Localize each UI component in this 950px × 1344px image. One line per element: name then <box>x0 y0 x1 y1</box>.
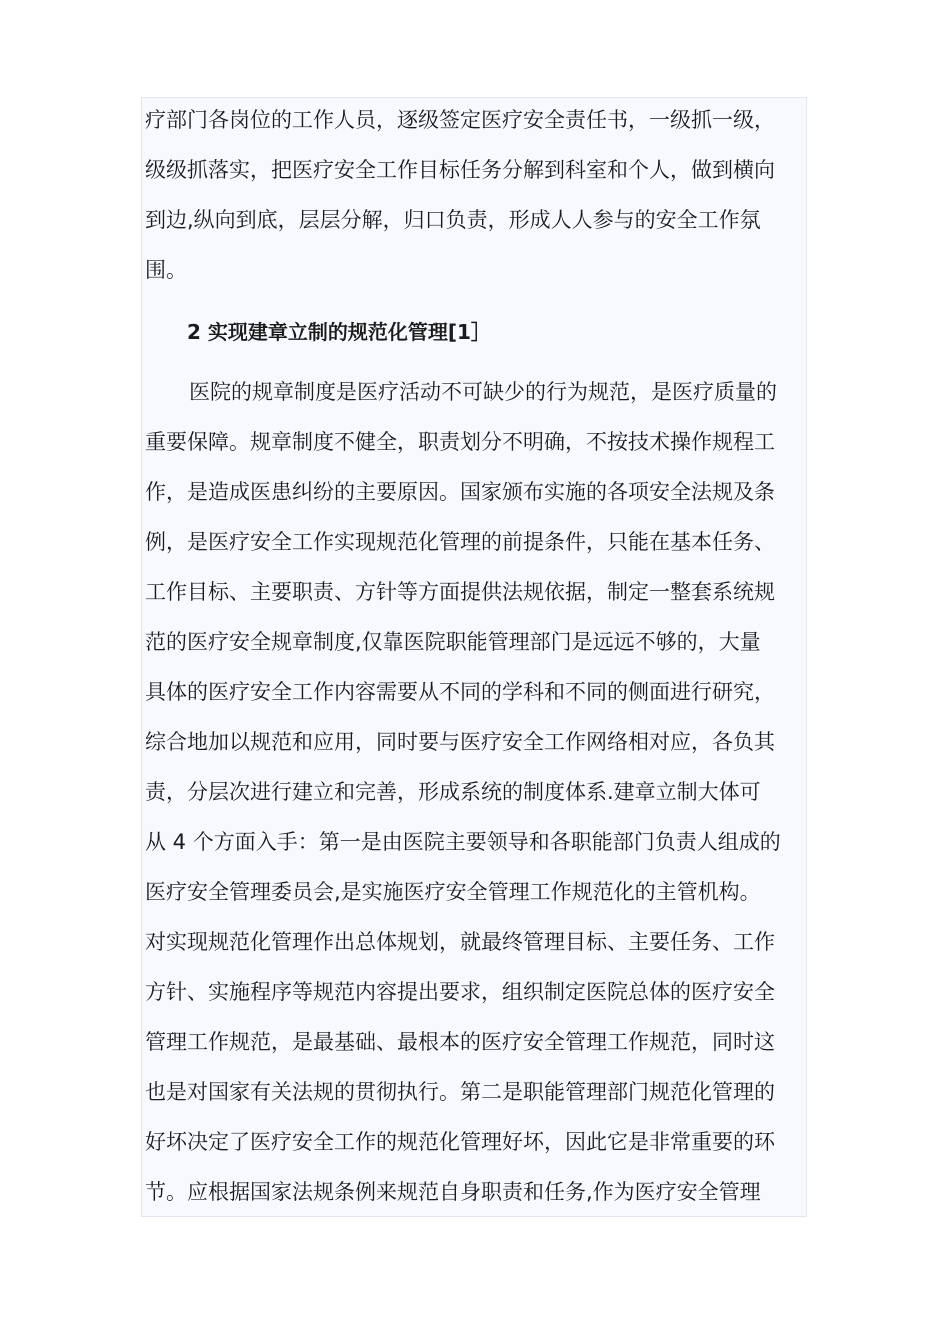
text-line: 到边,纵向到底，层层分解，归口负责，形成人人参与的安全工作氛 <box>145 208 761 232</box>
text-line: 好坏决定了医疗安全工作的规范化管理好坏，因此它是非常重要的环 <box>145 1130 775 1154</box>
text-line: 对实现规范化管理作出总体规划，就最终管理目标、主要任务、工作 <box>145 930 775 954</box>
text-line: 工作目标、主要职责、方针等方面提供法规依据，制定一整套系统规 <box>145 580 775 604</box>
text-line: 围。 <box>145 258 187 282</box>
text-line: 管理工作规范，是最基础、最根本的医疗安全管理工作规范，同时这 <box>145 1030 775 1054</box>
section-heading: 2 实现建章立制的规范化管理[1］ <box>187 320 491 344</box>
text-line: 作，是造成医患纠纷的主要原因。国家颁布实施的各项安全法规及条 <box>145 480 775 504</box>
paragraph-first-line: 医院的规章制度是医疗活动不可缺少的行为规范，是医疗质量的 <box>189 380 777 404</box>
text-line: 具体的医疗安全工作内容需要从不同的学科和不同的侧面进行研究， <box>145 680 775 704</box>
text-line: 从 4 个方面入手：第一是由医院主要领导和各职能部门负责人组成的 <box>145 830 781 854</box>
text-line: 级级抓落实，把医疗安全工作目标任务分解到科室和个人，做到横向 <box>145 158 775 182</box>
text-line: 责，分层次进行建立和完善，形成系统的制度体系.建章立制大体可 <box>145 780 761 804</box>
text-line: 也是对国家有关法规的贯彻执行。第二是职能管理部门规范化管理的 <box>145 1080 775 1104</box>
text-line: 例，是医疗安全工作实现规范化管理的前提条件，只能在基本任务、 <box>145 530 775 554</box>
text-line: 疗部门各岗位的工作人员，逐级签定医疗安全责任书，一级抓一级， <box>145 108 775 132</box>
text-line: 方针、实施程序等规范内容提出要求，组织制定医院总体的医疗安全 <box>145 980 775 1004</box>
text-line: 节。应根据国家法规条例来规范自身职责和任务,作为医疗安全管理 <box>145 1180 761 1204</box>
text-line: 范的医疗安全规章制度,仅靠医院职能管理部门是远远不够的，大量 <box>145 630 761 654</box>
text-line: 医疗安全管理委员会,是实施医疗安全管理工作规范化的主管机构。 <box>145 880 761 904</box>
text-line: 重要保障。规章制度不健全，职责划分不明确，不按技术操作规程工 <box>145 430 775 454</box>
text-line: 综合地加以规范和应用，同时要与医疗安全工作网络相对应，各负其 <box>145 730 775 754</box>
